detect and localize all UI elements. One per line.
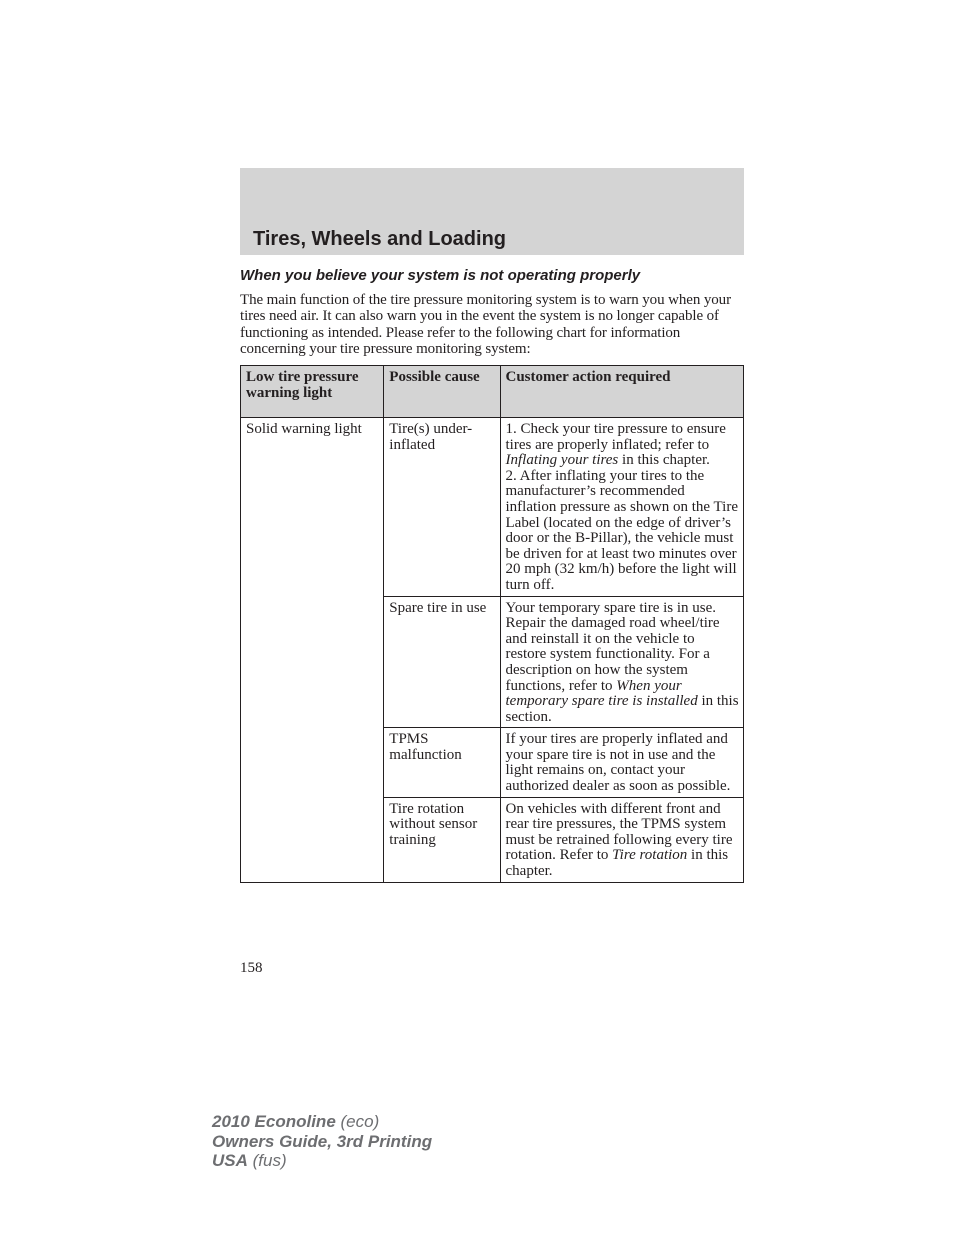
table-header-row — [241, 366, 744, 418]
action-text: in this section. — [505, 693, 739, 725]
action-text: in this chapter. — [618, 452, 710, 469]
footer-model-code: (eco) — [335, 1112, 380, 1131]
subheading: When you believe your system is not operating properly — [240, 267, 641, 284]
document-footer — [212, 1112, 432, 1171]
action-cell: If your tires are properly inflated and your spare tire is not in use and the light remains on, contact your authorized dealer as soon as possible. — [500, 728, 744, 797]
section-header-band — [240, 168, 744, 255]
page-number: 158 — [240, 960, 263, 976]
header-customer-action: Customer action required — [500, 366, 744, 418]
cross-reference: When your temporary spare tire is installed — [505, 677, 698, 710]
footer-market: USA — [212, 1151, 248, 1170]
footer-line — [212, 1112, 432, 1132]
footer-line — [212, 1132, 432, 1152]
header-possible-cause: Possible cause — [384, 366, 500, 418]
cause-cell: Tire(s) under-inflated — [384, 418, 500, 597]
cause-cell: Spare tire in use — [384, 596, 500, 728]
action-text: in this chapter. — [505, 847, 729, 880]
footer-model: 2010 Econoline — [212, 1112, 336, 1131]
action-text: On vehicles with different front and rear tire pressures, the TPMS system must be retrained following every tire rotation. Refer to — [505, 800, 733, 864]
action-cell — [500, 596, 744, 728]
cause-cell: TPMS malfunction — [384, 728, 500, 797]
action-cell — [500, 418, 744, 597]
section-title: Tires, Wheels and Loading — [253, 228, 507, 250]
cross-reference: Inflating your tires — [505, 452, 619, 469]
footer-edition: Owners Guide, 3rd Printing — [212, 1131, 433, 1151]
action-cell — [500, 797, 744, 882]
action-text: 2. After inflating your tires to the manufacturer’s recommended inflation pressure as shown on the Tire Label (located on the edge of driver’s door or the B-Pillar), the vehicle must be driven for at least two minutes over 20 mph (32 km/h) before the light will turn off. — [505, 467, 738, 593]
action-text: Your temporary spare tire is in use. Repair the damaged road wheel/tire and reinstall it on the vehicle to restore system functionality. For a description on how the system functions, refer to — [505, 599, 720, 694]
footer-market-code: (fus) — [247, 1151, 287, 1170]
header-warning-light: Low tire pressure warning light — [241, 366, 384, 418]
action-text: 1. Check your tire pressure to ensure tires are properly inflated; refer to — [505, 421, 726, 453]
table-row — [241, 418, 744, 597]
intro-paragraph: The main function of the tire pressure monitoring system is to warn you when your tires need air. It can also warn you in the event the system is no longer capable of functioning as intended. Please refer to the following chart for information concerning your tire pressure monitoring system: — [240, 292, 731, 358]
cause-cell: Tire rotation without sensor training — [384, 797, 500, 882]
warning-light-cell: Solid warning light — [241, 418, 384, 883]
cross-reference: Tire rotation — [612, 847, 688, 864]
footer-line — [212, 1151, 432, 1171]
tpms-troubleshooting-table — [240, 365, 744, 883]
